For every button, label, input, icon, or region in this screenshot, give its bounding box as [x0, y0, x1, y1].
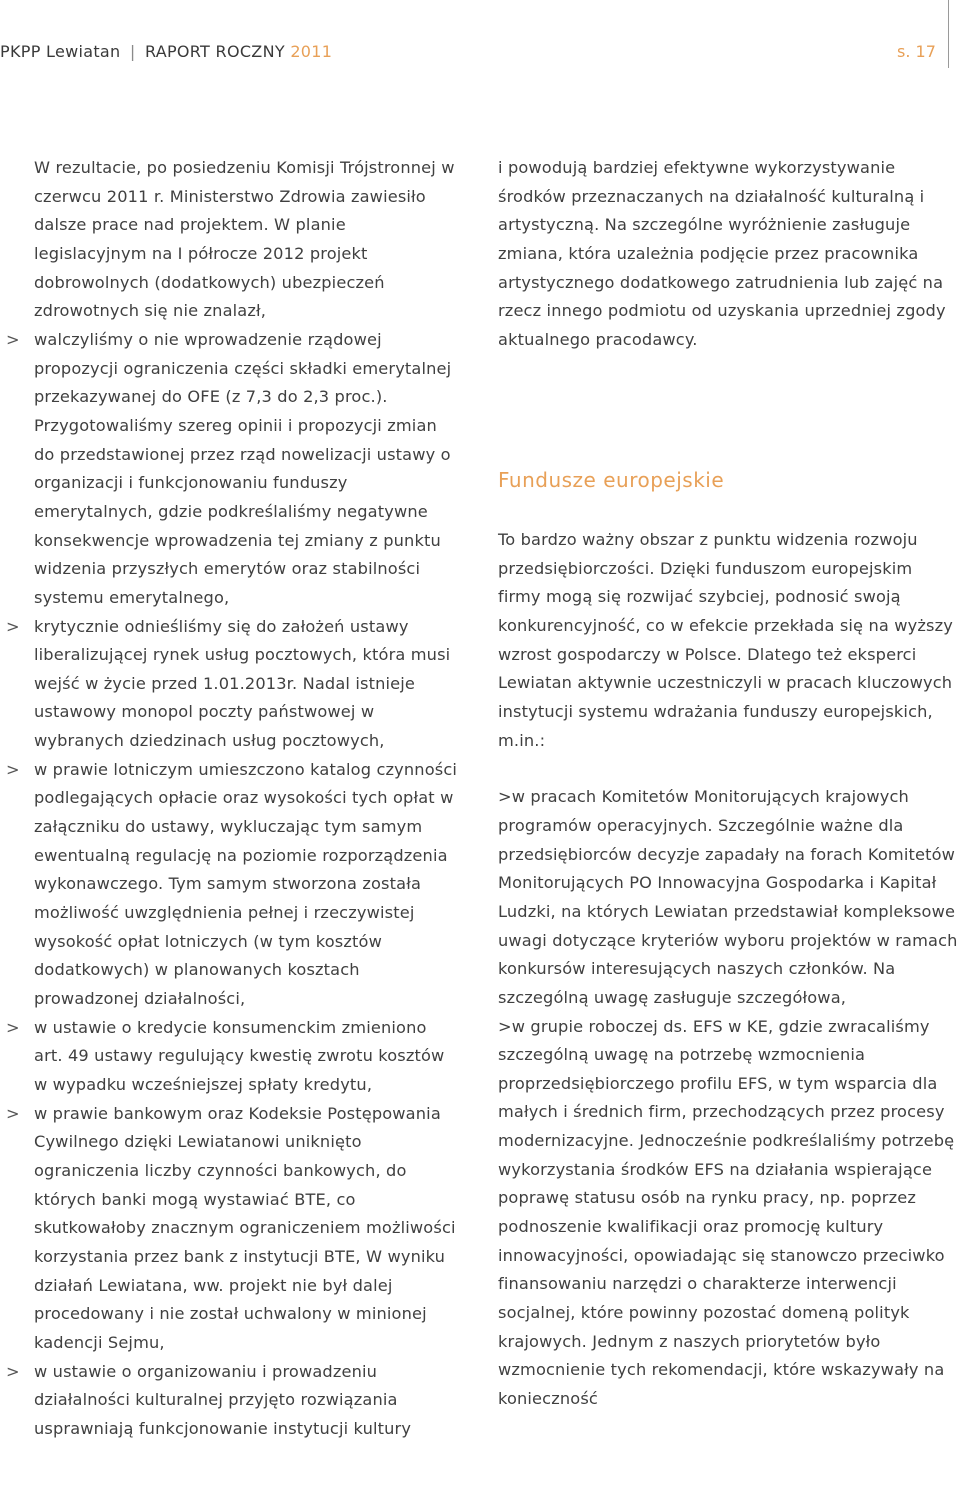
list-item	[6, 1100, 459, 1358]
continuation-paragraph: i powodują bardziej efektywne wykorzystywanie środków przeznaczanych na działalność kulturalną i artystyczną. Na szczególne wyróżnienie zasługuje zmiana, która uzależnia podjęcie przez pracownika artystycznego dodatkowego zatrudnienia lub zajęć na rzecz innego podmiotu od uzyskania uprzedniej zgody aktualnego pracodawcy.	[498, 158, 946, 349]
list-item-text: w prawie lotniczym umieszczono katalog czynności podlegających opłacie oraz wysokości tych opłat w załączniku do ustawy, wykluczając tym samym ewentualną regulację na poziomie rozporządzenia wykonawczego. Tym samym stworzona została możliwość uwzględnienia pełnej i rzeczywistej wysokość opłat lotniczych (w tym kosztów dodatkowych) w planowanych kosztach prowadzonej działalności,	[34, 759, 458, 1009]
bullet-marker: >	[6, 616, 20, 636]
bullet-marker: >	[6, 759, 20, 779]
header-divider	[948, 0, 949, 68]
bullet-marker: >	[498, 1016, 512, 1036]
org-name: PKPP Lewiatan	[0, 42, 121, 61]
bullet-marker: >	[6, 329, 20, 349]
title-separator: |	[129, 42, 136, 61]
report-name: RAPORT ROCZNY	[144, 42, 285, 61]
bullet-marker: >	[6, 1103, 20, 1123]
list-item	[6, 1014, 459, 1100]
list-item-text: krytycznie odnieśliśmy się do założeń ustawy liberalizującej rynek usług pocztowych, która musi wejść w życie przed 1.01.2013r. Nadal istnieje ustawowy monopol poczty państwowej w wybranych dziedzinach usług pocztowych,	[34, 616, 451, 751]
list-item	[6, 326, 459, 613]
list-item-text: w ustawie o kredycie konsumenckim zmieniono art. 49 ustawy regulujący kwestię zwrotu kosztów w wypadku wcześniejszej spłaty kredytu,	[34, 1017, 445, 1094]
running-title	[0, 42, 332, 61]
left-bullet-list	[6, 326, 459, 1444]
intro-paragraph: W rezultacie, po posiedzeniu Komisji Trójstronnej w czerwcu 2011 r. Ministerstwo Zdrowia zawiesiło dalsze prace nad projektem. W planie legislacyjnym na I półrocze 2012 projekt dobrowolnych (dodatkowych) ubezpieczeń zdrowotnych się nie znalazł,	[34, 158, 455, 321]
list-item-text: walczyliśmy o nie wprowadzenie rządowej propozycji ograniczenia części składki emerytalnej przekazywanej do OFE (z 7,3 do 2,3 proc.). Przygotowaliśmy szereg opinii i propozycji zmian do przedstawionej przez rząd nowelizacji ustawy o organizacji i funkcjonowaniu funduszy emerytalnych, gdzie podkreślaliśmy negatywne konsekwencje wprowadzenia tej zmiany z punktu widzenia przyszłych emerytów oraz stabilności systemu emerytalnego,	[34, 329, 452, 607]
bullet-marker: >	[6, 1361, 20, 1381]
list-item-text: w pracach Komitetów Monitorujących krajowych programów operacyjnych. Szczególnie ważne dla przedsiębiorców decyzje zapadały na forach Komitetów Monitorujących PO Innowacyjna Gospodarka i Kapitał Ludzki, na których Lewiatan przedstawiał kompleksowe uwagi dotyczące kryteriów wyboru projektów w ramach konkursów interesujących naszych członków. Na szczególną uwagę zasługuje szczegółowa,	[498, 787, 958, 1007]
section-intro-paragraph: To bardzo ważny obszar z punktu widzenia rozwoju przedsiębiorczości. Dzięki funduszom europejskim firmy mogą się rozwijać szybciej, podnosić swoją konkurencyjność, co w efekcie przekłada się na wyższy wzrost gospodarczy w Polsce. Dlatego też eksperci Lewiatan aktywnie uczestniczyli w pracach kluczowych instytucji systemu wdrażania funduszy europejskich, m.in.:	[498, 530, 953, 750]
list-item	[498, 1013, 960, 1414]
right-column-top	[498, 154, 960, 355]
list-item-text: w ustawie o organizowaniu i prowadzeniu działalności kulturalnej przyjęto rozwiązania usprawniają funkcjonowanie instytucji kultury	[34, 1361, 412, 1438]
page-number: s. 17	[897, 42, 936, 61]
bullet-marker: >	[498, 787, 512, 807]
left-column	[6, 154, 459, 1444]
right-column-section	[498, 526, 960, 1414]
section-heading: Fundusze europejskie	[498, 468, 725, 492]
list-item	[498, 783, 960, 1012]
list-item	[6, 613, 459, 756]
list-item-text: w grupie roboczej ds. EFS w KE, gdzie zwracaliśmy szczególną uwagę na potrzebę wzmocnienia proprzedsiębiorczego profilu EFS, w tym wsparcia dla małych i średnich firm, przechodzących przez procesy modernizacyjne. Jednocześnie podkreślaliśmy potrzebę wykorzystania środków EFS na działania wspierające poprawę statusu osób na rynku pracy, np. poprzez podnoszenie kwalifikacji oraz promocję kultury innowacyjności, opowiadając się stanowczo przeciwko finansowaniu narzędzi o charakterze interwencji socjalnej, które powinny pozostać domeną polityk krajowych. Jednym z naszych priorytetów było wzmocnienie tych rekomendacji, które wskazywały na konieczność	[498, 1016, 955, 1409]
list-item	[6, 1358, 459, 1444]
bullet-marker: >	[6, 1017, 20, 1037]
report-year: 2011	[290, 42, 333, 61]
list-item-text: w prawie bankowym oraz Kodeksie Postępowania Cywilnego dzięki Lewiatanowi uniknięto ograniczenia liczby czynności bankowych, do których banki mogą wystawiać BTE, co skutkowałoby znacznym ograniczeniem możliwości korzystania przez bank z instytucji BTE, W wyniku działań Lewiatana, ww. projekt nie był dalej procedowany i nie został uchwalony w minionej kadencji Sejmu,	[34, 1103, 456, 1352]
list-item	[6, 756, 459, 1014]
right-bullet-list	[498, 783, 960, 1413]
page-header	[0, 38, 960, 68]
